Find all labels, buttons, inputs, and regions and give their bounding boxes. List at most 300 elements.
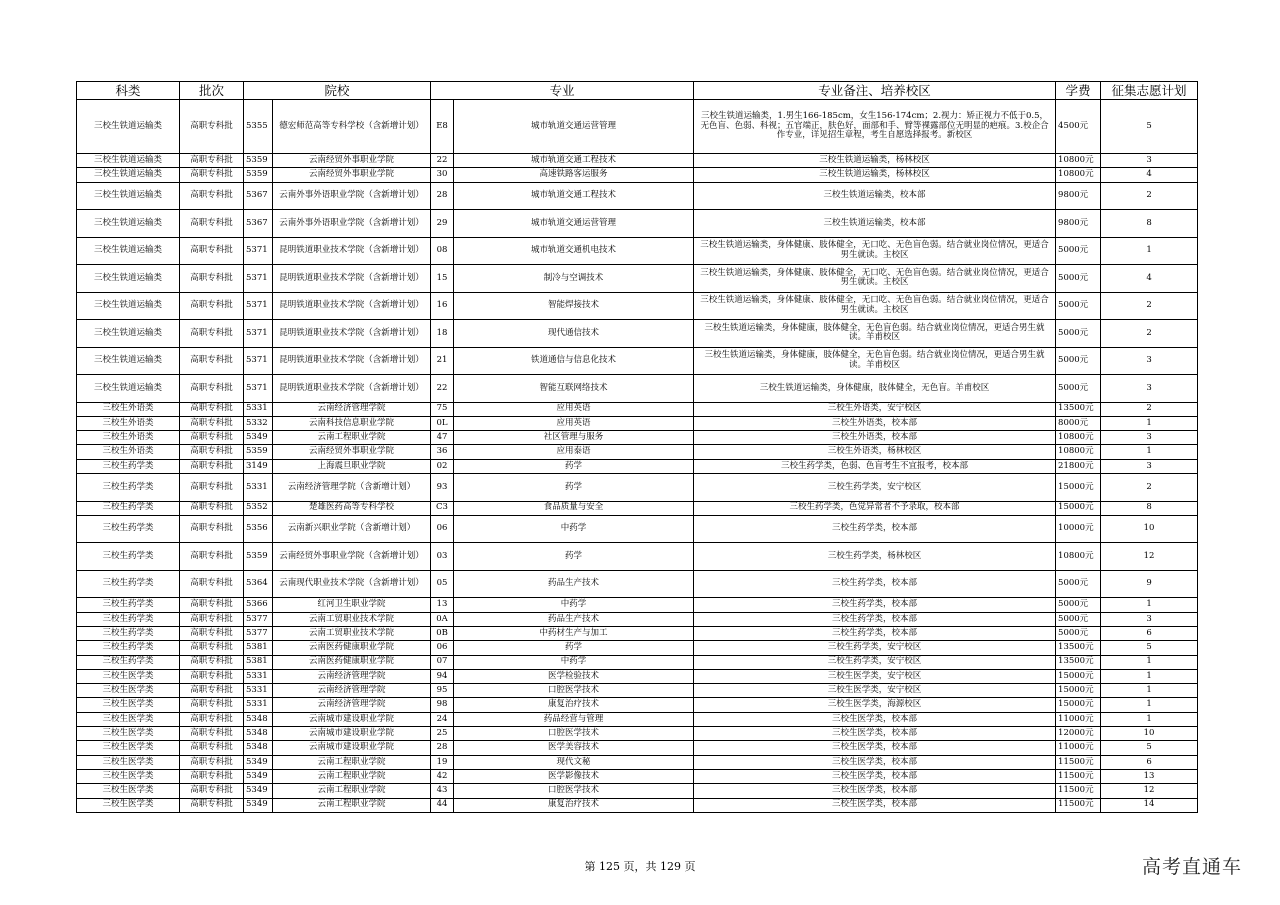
- remarks-cell: 三校生铁道运输类，身体健康，肢体健全，无色盲色弱。结合就业岗位情况，更适合男生就读。羊甫校区: [694, 347, 1056, 375]
- major-code-cell: 28: [431, 741, 454, 755]
- category-cell: 三校生铁道运输类: [77, 265, 180, 293]
- remarks-cell: 三校生外语类，杨林校区: [694, 445, 1056, 459]
- major-code-cell: 08: [431, 237, 454, 265]
- category-cell: 三校生药学类: [77, 626, 180, 640]
- table-row: [77, 501, 1198, 515]
- batch-cell: 高职专科批: [180, 210, 244, 238]
- school-code-cell: 5331: [244, 698, 273, 712]
- batch-cell: 高职专科批: [180, 182, 244, 210]
- plan-count-cell: 10: [1101, 727, 1198, 741]
- header-plan: 征集志愿计划: [1101, 82, 1198, 100]
- school-code-cell: 5349: [244, 784, 273, 798]
- batch-cell: 高职专科批: [180, 154, 244, 168]
- plan-count-cell: 2: [1101, 474, 1198, 502]
- batch-cell: 高职专科批: [180, 265, 244, 293]
- batch-cell: 高职专科批: [180, 320, 244, 348]
- category-cell: 三校生医学类: [77, 727, 180, 741]
- remarks-cell: 三校生药学类，安宁校区: [694, 655, 1056, 669]
- plan-count-cell: 12: [1101, 784, 1198, 798]
- category-cell: 三校生药学类: [77, 570, 180, 598]
- school-code-cell: 3149: [244, 459, 273, 473]
- major-name-cell: 城市轨道交通机电技术: [454, 237, 694, 265]
- school-name-cell: 云南现代职业技术学院（含新增计划）: [273, 570, 431, 598]
- batch-cell: 高职专科批: [180, 100, 244, 154]
- major-name-cell: 中药学: [454, 598, 694, 612]
- batch-cell: 高职专科批: [180, 237, 244, 265]
- remarks-cell: 三校生药学类，校本部: [694, 598, 1056, 612]
- plan-count-cell: 5: [1101, 741, 1198, 755]
- major-code-cell: 94: [431, 669, 454, 683]
- major-name-cell: 应用英语: [454, 416, 694, 430]
- tuition-cell: 15000元: [1056, 684, 1101, 698]
- major-name-cell: 中药学: [454, 655, 694, 669]
- batch-cell: 高职专科批: [180, 798, 244, 812]
- school-code-cell: 5371: [244, 320, 273, 348]
- tuition-cell: 10800元: [1056, 445, 1101, 459]
- major-name-cell: 智能互联网络技术: [454, 375, 694, 403]
- table-row: [77, 320, 1198, 348]
- category-cell: 三校生药学类: [77, 501, 180, 515]
- table-row: [77, 154, 1198, 168]
- school-name-cell: 昆明铁道职业技术学院（含新增计划）: [273, 320, 431, 348]
- table-header-row: [77, 82, 1198, 100]
- tuition-cell: 10800元: [1056, 543, 1101, 571]
- table-row: [77, 431, 1198, 445]
- category-cell: 三校生外语类: [77, 416, 180, 430]
- tuition-cell: 5000元: [1056, 237, 1101, 265]
- plan-count-cell: 1: [1101, 416, 1198, 430]
- school-name-cell: 云南工贸职业技术学院: [273, 626, 431, 640]
- school-name-cell: 云南经济管理学院: [273, 684, 431, 698]
- remarks-cell: 三校生医学类，校本部: [694, 741, 1056, 755]
- school-code-cell: 5352: [244, 501, 273, 515]
- table-row: [77, 669, 1198, 683]
- tuition-cell: 11500元: [1056, 784, 1101, 798]
- table-row: [77, 698, 1198, 712]
- plan-count-cell: 2: [1101, 182, 1198, 210]
- remarks-cell: 三校生医学类，校本部: [694, 798, 1056, 812]
- school-code-cell: 5349: [244, 798, 273, 812]
- batch-cell: 高职专科批: [180, 515, 244, 543]
- major-code-cell: 43: [431, 784, 454, 798]
- major-code-cell: 22: [431, 154, 454, 168]
- batch-cell: 高职专科批: [180, 669, 244, 683]
- major-name-cell: 药学: [454, 474, 694, 502]
- table-row: [77, 727, 1198, 741]
- plan-count-cell: 1: [1101, 698, 1198, 712]
- table-row: [77, 712, 1198, 726]
- school-name-cell: 云南经济管理学院: [273, 698, 431, 712]
- major-code-cell: 36: [431, 445, 454, 459]
- remarks-cell: 三校生铁道运输类，身体健康，肢体健全，无色盲。羊甫校区: [694, 375, 1056, 403]
- major-name-cell: 城市轨道交通工程技术: [454, 182, 694, 210]
- batch-cell: 高职专科批: [180, 168, 244, 182]
- remarks-cell: 三校生医学类，校本部: [694, 727, 1056, 741]
- batch-cell: 高职专科批: [180, 459, 244, 473]
- major-name-cell: 药学: [454, 459, 694, 473]
- remarks-cell: 三校生铁道运输类，身体健康、肢体健全，无口吃、无色盲色弱。结合就业岗位情况，更适合男生就读。主校区: [694, 292, 1056, 320]
- school-code-cell: 5367: [244, 182, 273, 210]
- category-cell: 三校生铁道运输类: [77, 292, 180, 320]
- major-name-cell: 中药材生产与加工: [454, 626, 694, 640]
- table-row: [77, 168, 1198, 182]
- school-name-cell: 昆明铁道职业技术学院（含新增计划）: [273, 347, 431, 375]
- batch-cell: 高职专科批: [180, 501, 244, 515]
- category-cell: 三校生药学类: [77, 459, 180, 473]
- tuition-cell: 8000元: [1056, 416, 1101, 430]
- major-code-cell: 06: [431, 641, 454, 655]
- batch-cell: 高职专科批: [180, 598, 244, 612]
- batch-cell: 高职专科批: [180, 712, 244, 726]
- major-name-cell: 城市轨道交通工程技术: [454, 154, 694, 168]
- admission-plan-table: [76, 81, 1198, 813]
- school-code-cell: 5331: [244, 402, 273, 416]
- watermark-logo: 高考直通车: [1142, 856, 1243, 878]
- plan-count-cell: 3: [1101, 347, 1198, 375]
- category-cell: 三校生药学类: [77, 598, 180, 612]
- category-cell: 三校生药学类: [77, 655, 180, 669]
- table-row: [77, 375, 1198, 403]
- batch-cell: 高职专科批: [180, 727, 244, 741]
- major-name-cell: 应用泰语: [454, 445, 694, 459]
- category-cell: 三校生医学类: [77, 798, 180, 812]
- school-name-cell: 云南经济管理学院: [273, 402, 431, 416]
- remarks-cell: 三校生铁道运输类，校本部: [694, 210, 1056, 238]
- table-row: [77, 741, 1198, 755]
- school-name-cell: 云南经贸外事职业学院: [273, 168, 431, 182]
- remarks-cell: 三校生铁道运输类，1.男生166-185cm，女生156-174cm；2.视力：矫正视力不低于0.5，无色盲、色弱、科视；五官端正，肤色好，面部和手、臂等裸露部位无明显的疤痕。3.校企合作专业，详见招生章程，考生自愿选择报考。新校区: [694, 100, 1056, 154]
- batch-cell: 高职专科批: [180, 474, 244, 502]
- batch-cell: 高职专科批: [180, 543, 244, 571]
- plan-count-cell: 2: [1101, 292, 1198, 320]
- school-code-cell: 5371: [244, 347, 273, 375]
- school-code-cell: 5348: [244, 727, 273, 741]
- major-code-cell: 22: [431, 375, 454, 403]
- major-name-cell: 医学检验技术: [454, 669, 694, 683]
- table-row: [77, 474, 1198, 502]
- school-code-cell: 5348: [244, 712, 273, 726]
- table-row: [77, 784, 1198, 798]
- plan-count-cell: 9: [1101, 570, 1198, 598]
- school-name-cell: 上海震旦职业学院: [273, 459, 431, 473]
- tuition-cell: 11500元: [1056, 798, 1101, 812]
- table-row: [77, 210, 1198, 238]
- tuition-cell: 10800元: [1056, 168, 1101, 182]
- category-cell: 三校生医学类: [77, 669, 180, 683]
- remarks-cell: 三校生铁道运输类，身体健康、肢体健全，无口吃、无色盲色弱。结合就业岗位情况，更适合男生就读。主校区: [694, 265, 1056, 293]
- school-code-cell: 5381: [244, 641, 273, 655]
- major-code-cell: 19: [431, 755, 454, 769]
- plan-count-cell: 10: [1101, 515, 1198, 543]
- school-name-cell: 云南经贸外事职业学院: [273, 445, 431, 459]
- major-code-cell: 13: [431, 598, 454, 612]
- plan-count-cell: 5: [1101, 100, 1198, 154]
- major-code-cell: 47: [431, 431, 454, 445]
- table-row: [77, 655, 1198, 669]
- major-name-cell: 药学: [454, 543, 694, 571]
- major-code-cell: 25: [431, 727, 454, 741]
- school-name-cell: 云南医药健康职业学院: [273, 641, 431, 655]
- school-name-cell: 云南城市建设职业学院: [273, 727, 431, 741]
- tuition-cell: 10800元: [1056, 154, 1101, 168]
- header-tuition: 学费: [1056, 82, 1101, 100]
- tuition-cell: 5000元: [1056, 375, 1101, 403]
- major-name-cell: 食品质量与安全: [454, 501, 694, 515]
- major-code-cell: 0L: [431, 416, 454, 430]
- tuition-cell: 15000元: [1056, 669, 1101, 683]
- tuition-cell: 13500元: [1056, 402, 1101, 416]
- school-name-cell: 云南外事外语职业学院（含新增计划）: [273, 210, 431, 238]
- category-cell: 三校生外语类: [77, 402, 180, 416]
- school-code-cell: 5356: [244, 515, 273, 543]
- major-name-cell: 社区管理与服务: [454, 431, 694, 445]
- category-cell: 三校生药学类: [77, 474, 180, 502]
- school-code-cell: 5366: [244, 598, 273, 612]
- school-code-cell: 5377: [244, 626, 273, 640]
- remarks-cell: 三校生医学类，校本部: [694, 784, 1056, 798]
- remarks-cell: 三校生药学类，色觉异常者不予录取，校本部: [694, 501, 1056, 515]
- major-name-cell: 口腔医学技术: [454, 727, 694, 741]
- remarks-cell: 三校生药学类，杨林校区: [694, 543, 1056, 571]
- school-code-cell: 5331: [244, 474, 273, 502]
- school-code-cell: 5332: [244, 416, 273, 430]
- batch-cell: 高职专科批: [180, 626, 244, 640]
- category-cell: 三校生铁道运输类: [77, 347, 180, 375]
- major-code-cell: 21: [431, 347, 454, 375]
- major-code-cell: C3: [431, 501, 454, 515]
- category-cell: 三校生药学类: [77, 543, 180, 571]
- remarks-cell: 三校生医学类，安宁校区: [694, 684, 1056, 698]
- major-name-cell: 医学影像技术: [454, 769, 694, 783]
- tuition-cell: 5000元: [1056, 598, 1101, 612]
- tuition-cell: 10000元: [1056, 515, 1101, 543]
- school-name-cell: 云南经济管理学院: [273, 669, 431, 683]
- major-name-cell: 药学: [454, 641, 694, 655]
- tuition-cell: 5000元: [1056, 626, 1101, 640]
- batch-cell: 高职专科批: [180, 784, 244, 798]
- table-row: [77, 182, 1198, 210]
- remarks-cell: 三校生药学类，安宁校区: [694, 641, 1056, 655]
- major-name-cell: 药品经营与管理: [454, 712, 694, 726]
- table-row: [77, 445, 1198, 459]
- table-row: [77, 684, 1198, 698]
- school-code-cell: 5367: [244, 210, 273, 238]
- school-code-cell: 5349: [244, 769, 273, 783]
- header-major: 专业: [431, 82, 694, 100]
- major-name-cell: 口腔医学技术: [454, 784, 694, 798]
- major-name-cell: 康复治疗技术: [454, 798, 694, 812]
- batch-cell: 高职专科批: [180, 375, 244, 403]
- batch-cell: 高职专科批: [180, 402, 244, 416]
- school-name-cell: 云南经贸外事职业学院: [273, 154, 431, 168]
- school-name-cell: 昆明铁道职业技术学院（含新增计划）: [273, 375, 431, 403]
- major-code-cell: 0A: [431, 612, 454, 626]
- batch-cell: 高职专科批: [180, 769, 244, 783]
- tuition-cell: 13500元: [1056, 655, 1101, 669]
- header-school: 院校: [244, 82, 431, 100]
- school-code-cell: 5331: [244, 669, 273, 683]
- category-cell: 三校生医学类: [77, 741, 180, 755]
- school-code-cell: 5371: [244, 265, 273, 293]
- category-cell: 三校生铁道运输类: [77, 168, 180, 182]
- major-code-cell: 28: [431, 182, 454, 210]
- remarks-cell: 三校生医学类，安宁校区: [694, 669, 1056, 683]
- plan-count-cell: 1: [1101, 598, 1198, 612]
- plan-count-cell: 1: [1101, 445, 1198, 459]
- category-cell: 三校生外语类: [77, 445, 180, 459]
- batch-cell: 高职专科批: [180, 416, 244, 430]
- plan-count-cell: 1: [1101, 237, 1198, 265]
- remarks-cell: 三校生铁道运输类，身体健康、肢体健全，无口吃、无色盲色弱。结合就业岗位情况，更适合男生就读。主校区: [694, 237, 1056, 265]
- tuition-cell: 11500元: [1056, 769, 1101, 783]
- tuition-cell: 12000元: [1056, 727, 1101, 741]
- school-name-cell: 云南科技信息职业学院: [273, 416, 431, 430]
- remarks-cell: 三校生医学类，校本部: [694, 769, 1056, 783]
- batch-cell: 高职专科批: [180, 655, 244, 669]
- school-code-cell: 5349: [244, 431, 273, 445]
- major-code-cell: 07: [431, 655, 454, 669]
- remarks-cell: 三校生药学类，校本部: [694, 515, 1056, 543]
- plan-count-cell: 14: [1101, 798, 1198, 812]
- school-name-cell: 云南经贸外事职业学院（含新增计划）: [273, 543, 431, 571]
- category-cell: 三校生医学类: [77, 712, 180, 726]
- tuition-cell: 5000元: [1056, 347, 1101, 375]
- tuition-cell: 11000元: [1056, 712, 1101, 726]
- remarks-cell: 三校生药学类，校本部: [694, 612, 1056, 626]
- major-code-cell: 15: [431, 265, 454, 293]
- major-code-cell: 18: [431, 320, 454, 348]
- major-name-cell: 应用英语: [454, 402, 694, 416]
- header-category: 科类: [77, 82, 180, 100]
- major-name-cell: 药品生产技术: [454, 612, 694, 626]
- table-row: [77, 292, 1198, 320]
- tuition-cell: 15000元: [1056, 698, 1101, 712]
- category-cell: 三校生药学类: [77, 641, 180, 655]
- remarks-cell: 三校生外语类，校本部: [694, 431, 1056, 445]
- header-batch: 批次: [180, 82, 244, 100]
- plan-count-cell: 3: [1101, 612, 1198, 626]
- category-cell: 三校生铁道运输类: [77, 182, 180, 210]
- major-name-cell: 康复治疗技术: [454, 698, 694, 712]
- batch-cell: 高职专科批: [180, 347, 244, 375]
- plan-count-cell: 6: [1101, 755, 1198, 769]
- plan-count-cell: 4: [1101, 265, 1198, 293]
- batch-cell: 高职专科批: [180, 570, 244, 598]
- table-row: [77, 265, 1198, 293]
- tuition-cell: 5000元: [1056, 292, 1101, 320]
- table-row: [77, 416, 1198, 430]
- remarks-cell: 三校生铁道运输类，杨林校区: [694, 168, 1056, 182]
- tuition-cell: 10800元: [1056, 431, 1101, 445]
- tuition-cell: 11500元: [1056, 755, 1101, 769]
- school-name-cell: 云南新兴职业学院（含新增计划）: [273, 515, 431, 543]
- major-name-cell: 制冷与空调技术: [454, 265, 694, 293]
- school-name-cell: 云南工程职业学院: [273, 431, 431, 445]
- batch-cell: 高职专科批: [180, 741, 244, 755]
- tuition-cell: 5000元: [1056, 265, 1101, 293]
- category-cell: 三校生铁道运输类: [77, 100, 180, 154]
- tuition-cell: 9800元: [1056, 210, 1101, 238]
- category-cell: 三校生医学类: [77, 755, 180, 769]
- remarks-cell: 三校生外语类，校本部: [694, 416, 1056, 430]
- major-code-cell: 42: [431, 769, 454, 783]
- plan-count-cell: 3: [1101, 459, 1198, 473]
- major-code-cell: 06: [431, 515, 454, 543]
- remarks-cell: 三校生药学类，校本部: [694, 626, 1056, 640]
- major-name-cell: 现代通信技术: [454, 320, 694, 348]
- school-code-cell: 5331: [244, 684, 273, 698]
- plan-count-cell: 1: [1101, 684, 1198, 698]
- table-row: [77, 402, 1198, 416]
- school-name-cell: 楚雄医药高等专科学校: [273, 501, 431, 515]
- school-code-cell: 5381: [244, 655, 273, 669]
- plan-count-cell: 1: [1101, 712, 1198, 726]
- major-name-cell: 铁道通信与信息化技术: [454, 347, 694, 375]
- tuition-cell: 11000元: [1056, 741, 1101, 755]
- table-row: [77, 612, 1198, 626]
- major-code-cell: 30: [431, 168, 454, 182]
- tuition-cell: 15000元: [1056, 474, 1101, 502]
- remarks-cell: 三校生铁道运输类，身体健康，肢体健全，无色盲色弱。结合就业岗位情况，更适合男生就读。羊甫校区: [694, 320, 1056, 348]
- category-cell: 三校生医学类: [77, 684, 180, 698]
- school-code-cell: 5359: [244, 543, 273, 571]
- school-name-cell: 云南工程职业学院: [273, 798, 431, 812]
- batch-cell: 高职专科批: [180, 612, 244, 626]
- school-name-cell: 云南工程职业学院: [273, 755, 431, 769]
- school-name-cell: 德宏师范高等专科学校（含新增计划）: [273, 100, 431, 154]
- major-name-cell: 药品生产技术: [454, 570, 694, 598]
- batch-cell: 高职专科批: [180, 641, 244, 655]
- major-code-cell: 75: [431, 402, 454, 416]
- batch-cell: 高职专科批: [180, 292, 244, 320]
- major-name-cell: 医学美容技术: [454, 741, 694, 755]
- school-code-cell: 5371: [244, 375, 273, 403]
- major-code-cell: 03: [431, 543, 454, 571]
- school-name-cell: 红河卫生职业学院: [273, 598, 431, 612]
- tuition-cell: 4500元: [1056, 100, 1101, 154]
- plan-count-cell: 6: [1101, 626, 1198, 640]
- tuition-cell: 9800元: [1056, 182, 1101, 210]
- school-name-cell: 云南经济管理学院（含新增计划）: [273, 474, 431, 502]
- major-code-cell: 95: [431, 684, 454, 698]
- table-row: [77, 641, 1198, 655]
- school-code-cell: 5377: [244, 612, 273, 626]
- category-cell: 三校生药学类: [77, 612, 180, 626]
- remarks-cell: 三校生铁道运输类，杨林校区: [694, 154, 1056, 168]
- school-name-cell: 云南医药健康职业学院: [273, 655, 431, 669]
- category-cell: 三校生药学类: [77, 515, 180, 543]
- plan-count-cell: 4: [1101, 168, 1198, 182]
- plan-count-cell: 3: [1101, 375, 1198, 403]
- plan-count-cell: 3: [1101, 154, 1198, 168]
- table-row: [77, 543, 1198, 571]
- major-name-cell: 中药学: [454, 515, 694, 543]
- tuition-cell: 5000元: [1056, 570, 1101, 598]
- school-name-cell: 昆明铁道职业技术学院（含新增计划）: [273, 292, 431, 320]
- major-code-cell: 24: [431, 712, 454, 726]
- batch-cell: 高职专科批: [180, 684, 244, 698]
- table-row: [77, 755, 1198, 769]
- school-code-cell: 5348: [244, 741, 273, 755]
- category-cell: 三校生医学类: [77, 784, 180, 798]
- major-code-cell: 44: [431, 798, 454, 812]
- school-name-cell: 云南工程职业学院: [273, 784, 431, 798]
- table-row: [77, 237, 1198, 265]
- table-row: [77, 598, 1198, 612]
- plan-count-cell: 2: [1101, 402, 1198, 416]
- category-cell: 三校生铁道运输类: [77, 154, 180, 168]
- tuition-cell: 21800元: [1056, 459, 1101, 473]
